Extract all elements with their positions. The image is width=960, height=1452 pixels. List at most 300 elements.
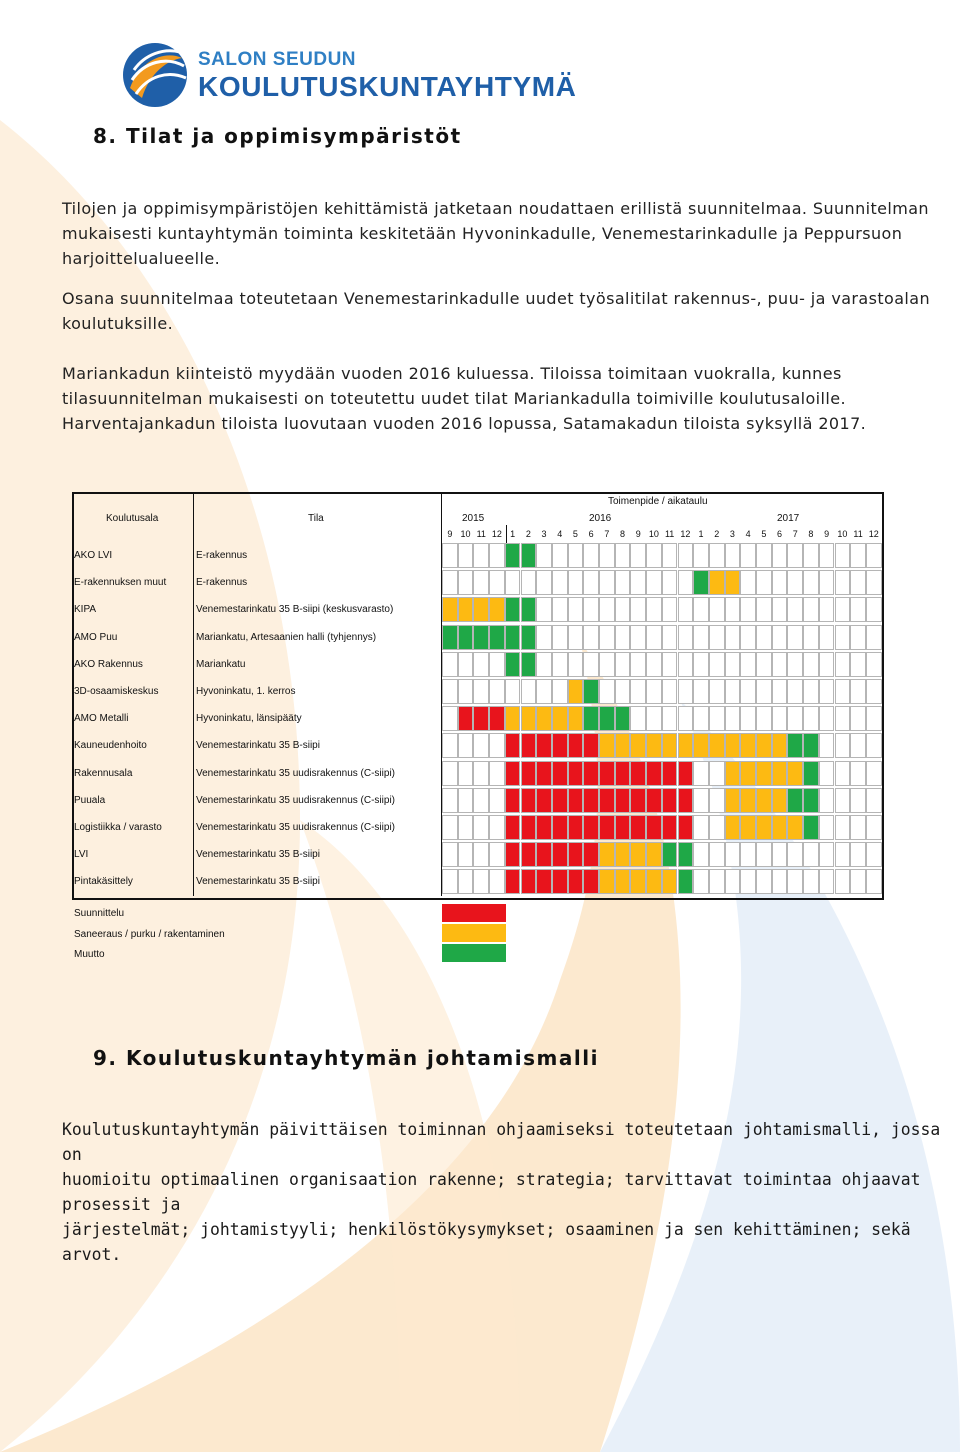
schedule-cell: [442, 543, 458, 568]
schedule-cell: [772, 679, 788, 704]
schedule-cell: [552, 543, 568, 568]
schedule-cell: [521, 625, 537, 650]
schedule-cell: [803, 842, 819, 867]
schedule-cell: [552, 733, 568, 758]
schedule-cell: [630, 706, 646, 731]
schedule-cell: [615, 543, 631, 568]
schedule-cell: [678, 815, 694, 840]
schedule-cell: [866, 761, 882, 786]
schedule-cell: [662, 869, 678, 894]
schedule-cell: [835, 625, 851, 650]
schedule-cell: [505, 706, 521, 731]
schedule-cell: [473, 597, 489, 622]
schedule-cell: [536, 570, 552, 595]
schedule-cell: [599, 543, 615, 568]
month-label: 2: [525, 529, 531, 539]
schedule-cell: [489, 733, 505, 758]
schedule-cell: [536, 869, 552, 894]
month-label: 9: [824, 529, 830, 539]
schedule-cell: [521, 706, 537, 731]
year-label: 2017: [777, 513, 800, 524]
row-koulutusala: AKO LVI: [74, 550, 113, 561]
schedule-cell: [756, 815, 772, 840]
schedule-cell: [662, 652, 678, 677]
schedule-cell: [740, 869, 756, 894]
schedule-cell: [803, 761, 819, 786]
section8-paragraph-2: [62, 286, 960, 336]
schedule-cell: [819, 625, 835, 650]
schedule-cell: [850, 570, 866, 595]
schedule-cell: [599, 733, 615, 758]
month-label: 9: [635, 529, 641, 539]
schedule-cell: [662, 733, 678, 758]
schedule-cell: [709, 842, 725, 867]
schedule-cell: [599, 652, 615, 677]
schedule-cell: [772, 842, 788, 867]
schedule-cell: [583, 869, 599, 894]
schedule-cell: [473, 761, 489, 786]
month-label: 7: [792, 529, 798, 539]
schedule-cell: [630, 679, 646, 704]
schedule-cell: [583, 706, 599, 731]
schedule-cell: [709, 815, 725, 840]
schedule-cell: [819, 733, 835, 758]
schedule-cell: [599, 761, 615, 786]
schedule-cell: [442, 679, 458, 704]
schedule-cell: [568, 842, 584, 867]
schedule-cell: [505, 543, 521, 568]
schedule-cell: [458, 842, 474, 867]
schedule-cell: [583, 597, 599, 622]
schedule-cell: [646, 761, 662, 786]
schedule-cell: [850, 597, 866, 622]
schedule-cell: [536, 788, 552, 813]
schedule-cell: [787, 733, 803, 758]
row-koulutusala: Kauneudenhoito: [74, 740, 147, 752]
schedule-cell: [787, 543, 803, 568]
schedule-cell: [505, 815, 521, 840]
schedule-cell: [458, 815, 474, 840]
schedule-cell: [536, 733, 552, 758]
schedule-cell: [662, 706, 678, 731]
schedule-cell: [819, 869, 835, 894]
schedule-cell: [850, 733, 866, 758]
schedule-cell: [693, 706, 709, 731]
schedule-cell: [599, 706, 615, 731]
schedule-cell: [489, 679, 505, 704]
schedule-cell: [709, 706, 725, 731]
schedule-cell: [615, 869, 631, 894]
schedule-cell: [489, 706, 505, 731]
schedule-cell: [473, 543, 489, 568]
schedule-cell: [615, 570, 631, 595]
schedule-cell: [725, 597, 741, 622]
row-tila: Hyvoninkatu, 1. kerros: [196, 686, 296, 697]
schedule-cell: [709, 733, 725, 758]
schedule-cell: [489, 625, 505, 650]
schedule-cell: [725, 679, 741, 704]
schedule-cell: [756, 706, 772, 731]
schedule-cell: [536, 597, 552, 622]
schedule-cell: [615, 788, 631, 813]
schedule-cell: [615, 652, 631, 677]
schedule-cell: [442, 597, 458, 622]
month-label: 4: [557, 529, 563, 539]
schedule-cell: [756, 570, 772, 595]
schedule-cell: [850, 869, 866, 894]
schedule-cell: [835, 652, 851, 677]
schedule-cell: [505, 869, 521, 894]
schedule-cell: [803, 625, 819, 650]
schedule-cell: [709, 570, 725, 595]
schedule-cell: [599, 625, 615, 650]
schedule-cell: [458, 570, 474, 595]
schedule-cell: [866, 597, 882, 622]
schedule-cell: [756, 679, 772, 704]
schedule-cell: [552, 706, 568, 731]
schedule-cell: [615, 815, 631, 840]
schedule-cell: [772, 625, 788, 650]
schedule-cell: [787, 761, 803, 786]
paragraph-line: huomioitu optimaalinen organisaation rakenne; strategia; tarvittavat toimintaa ohjaavat prosessit ja: [62, 1170, 921, 1214]
schedule-cell: [819, 815, 835, 840]
schedule-cell: [473, 625, 489, 650]
schedule-cell: [536, 652, 552, 677]
schedule-cell: [740, 815, 756, 840]
schedule-cell: [662, 842, 678, 867]
schedule-cell: [709, 679, 725, 704]
schedule-cell: [678, 733, 694, 758]
schedule-cell: [646, 815, 662, 840]
schedule-cell: [646, 733, 662, 758]
schedule-cell: [693, 869, 709, 894]
schedule-cell: [521, 788, 537, 813]
schedule-cell: [678, 842, 694, 867]
schedule-cell: [787, 652, 803, 677]
schedule-cell: [725, 869, 741, 894]
schedule-cell: [630, 597, 646, 622]
schedule-cell: [819, 788, 835, 813]
schedule-cell: [630, 869, 646, 894]
schedule-cell: [772, 788, 788, 813]
paragraph-line: harjoittelualueelle.: [62, 249, 221, 268]
schedule-cell: [709, 761, 725, 786]
schedule-cell: [725, 570, 741, 595]
schedule-cell: [866, 788, 882, 813]
schedule-cell: [740, 733, 756, 758]
schedule-cell: [536, 543, 552, 568]
month-label: 11: [853, 529, 863, 539]
schedule-cell: [835, 570, 851, 595]
schedule-cell: [583, 652, 599, 677]
schedule-cell: [630, 652, 646, 677]
schedule-cell: [756, 869, 772, 894]
schedule-cell: [835, 706, 851, 731]
schedule-cell: [740, 679, 756, 704]
month-label: 8: [620, 529, 626, 539]
schedule-cell: [725, 761, 741, 786]
schedule-cell: [630, 570, 646, 595]
section8-heading: 8. Tilat ja oppimisympäristöt: [93, 124, 462, 148]
schedule-cell: [536, 679, 552, 704]
paragraph-line: Harventajankadun tiloista luovutaan vuoden 2016 lopussa, Satamakadun tiloista syksyllä 2017.: [62, 414, 867, 433]
row-tila: Venemestarinkatu 35 B-siipi (keskusvarasto): [196, 604, 394, 616]
schedule-cell: [662, 788, 678, 813]
schedule-cell: [521, 761, 537, 786]
schedule-cell: [521, 597, 537, 622]
schedule-cell: [552, 788, 568, 813]
section9-paragraph: [62, 1117, 960, 1267]
schedule-cell: [646, 679, 662, 704]
schedule-cell: [599, 679, 615, 704]
month-label: 6: [777, 529, 783, 539]
schedule-cell: [458, 869, 474, 894]
row-koulutusala: KIPA: [74, 604, 97, 616]
schedule-cell: [583, 842, 599, 867]
schedule-cell: [599, 597, 615, 622]
schedule-cell: [756, 625, 772, 650]
paragraph-line: Osana suunnitelmaa toteutetaan Venemestarinkadulle uudet työsalitilat rakennus-, puu- ja varastoalan: [62, 289, 930, 308]
header-toimenpide: Toimenpide / aikataulu: [608, 496, 708, 507]
schedule-cell: [473, 652, 489, 677]
schedule-cell: [552, 679, 568, 704]
schedule-cell: [568, 788, 584, 813]
schedule-cell: [442, 815, 458, 840]
schedule-cell: [819, 652, 835, 677]
schedule-cell: [740, 652, 756, 677]
schedule-cell: [568, 625, 584, 650]
row-koulutusala: Pintakäsittely: [74, 876, 133, 888]
schedule-cell: [835, 733, 851, 758]
schedule-cell: [583, 788, 599, 813]
schedule-cell: [489, 842, 505, 867]
month-label: 1: [510, 529, 516, 539]
schedule-cell: [583, 679, 599, 704]
schedule-cell: [678, 869, 694, 894]
schedule-cell: [787, 869, 803, 894]
schedule-cell: [803, 869, 819, 894]
legend-swatch-saneeraus: [442, 924, 506, 942]
schedule-cell: [646, 625, 662, 650]
schedule-cell: [630, 625, 646, 650]
schedule-cell: [725, 543, 741, 568]
month-label: 11: [664, 529, 675, 539]
schedule-cell: [489, 761, 505, 786]
month-label: 12: [868, 529, 879, 539]
schedule-cell: [678, 761, 694, 786]
paragraph-line: tilasuunnitelman mukaisesti on toteutettu uudet tilat Mariankadulla toimiville koulutusaloille.: [62, 389, 846, 408]
schedule-cell: [850, 706, 866, 731]
schedule-cell: [866, 869, 882, 894]
month-label: 10: [648, 529, 659, 539]
schedule-cell: [693, 842, 709, 867]
schedule-cell: [693, 788, 709, 813]
schedule-cell: [835, 597, 851, 622]
schedule-cell: [866, 679, 882, 704]
schedule-cell: [850, 815, 866, 840]
schedule-cell: [678, 679, 694, 704]
row-tila: Venemestarinkatu 35 B-siipi: [196, 876, 320, 888]
schedule-cell: [442, 788, 458, 813]
schedule-cell: [850, 625, 866, 650]
schedule-cell: [772, 869, 788, 894]
schedule-cell: [536, 706, 552, 731]
schedule-cell: [646, 842, 662, 867]
schedule-cell: [835, 679, 851, 704]
schedule-cell: [740, 842, 756, 867]
schedule-cell: [678, 706, 694, 731]
schedule-cell: [819, 761, 835, 786]
row-tila: E-rakennus: [196, 577, 248, 589]
schedule-cell: [568, 652, 584, 677]
schedule-cell: [599, 815, 615, 840]
schedule-cell: [536, 815, 552, 840]
schedule-cell: [552, 597, 568, 622]
schedule-cell: [615, 761, 631, 786]
schedule-cell: [693, 733, 709, 758]
schedule-cell: [772, 597, 788, 622]
schedule-cell: [568, 869, 584, 894]
row-tila: E-rakennus: [196, 550, 248, 561]
schedule-cell: [458, 733, 474, 758]
schedule-cell: [458, 706, 474, 731]
schedule-cell: [521, 570, 537, 595]
schedule-cell: [678, 625, 694, 650]
month-label: 8: [808, 529, 814, 539]
schedule-cell: [866, 652, 882, 677]
month-label: 12: [680, 529, 691, 539]
schedule-cell: [866, 842, 882, 867]
schedule-cell: [473, 733, 489, 758]
schedule-cell: [568, 733, 584, 758]
schedule-cell: [787, 842, 803, 867]
schedule-cell: [646, 543, 662, 568]
legend-label-suunnittelu: Suunnittelu: [74, 908, 125, 919]
schedule-cell: [835, 869, 851, 894]
schedule-cell: [662, 815, 678, 840]
schedule-cell: [756, 733, 772, 758]
schedule-cell: [646, 570, 662, 595]
schedule-cell: [568, 761, 584, 786]
schedule-cell: [552, 842, 568, 867]
row-koulutusala: LVI: [74, 849, 89, 861]
paragraph-line: koulutuksille.: [62, 314, 174, 333]
month-label: 5: [572, 529, 578, 539]
schedule-cell: [568, 706, 584, 731]
schedule-cell: [835, 788, 851, 813]
schedule-cell: [505, 625, 521, 650]
schedule-cell: [835, 543, 851, 568]
schedule-cell: [489, 815, 505, 840]
schedule-cell: [693, 761, 709, 786]
schedule-cell: [630, 788, 646, 813]
schedule-cell: [866, 733, 882, 758]
schedule-cell: [662, 597, 678, 622]
schedule-cell: [693, 570, 709, 595]
schedule-cell: [662, 570, 678, 595]
schedule-cell: [787, 625, 803, 650]
schedule-cell: [709, 543, 725, 568]
schedule-cell: [693, 679, 709, 704]
schedule-cell: [505, 733, 521, 758]
schedule-cell: [725, 788, 741, 813]
schedule-cell: [505, 788, 521, 813]
schedule-cell: [599, 788, 615, 813]
month-label: 4: [745, 529, 751, 539]
schedule-cell: [536, 625, 552, 650]
schedule-cell: [536, 761, 552, 786]
month-label: 5: [761, 529, 767, 539]
schedule-cell: [473, 706, 489, 731]
row-tila: Venemestarinkatu 35 B-siipi: [196, 740, 320, 752]
schedule-cell: [583, 625, 599, 650]
schedule-cell: [458, 543, 474, 568]
month-label: 11: [476, 529, 486, 539]
schedule-cell: [693, 625, 709, 650]
paragraph-line: mukaisesti kuntayhtymän toiminta keskitetään Hyvoninkadulle, Venemestarinkadulle ja Peppursuon: [62, 224, 903, 243]
schedule-cell: [866, 543, 882, 568]
logo-line1: SALON SEUDUN: [198, 49, 357, 70]
month-label: 2: [714, 529, 720, 539]
row-koulutusala: AKO Rakennus: [74, 658, 143, 670]
schedule-cell: [693, 652, 709, 677]
schedule-cell: [442, 652, 458, 677]
schedule-cell: [442, 625, 458, 650]
month-label: 10: [837, 529, 848, 539]
schedule-cell: [819, 597, 835, 622]
schedule-cell: [583, 733, 599, 758]
schedule-cell: [772, 733, 788, 758]
schedule-cell: [552, 570, 568, 595]
schedule-cell: [725, 733, 741, 758]
schedule-cell: [442, 842, 458, 867]
schedule-cell: [756, 842, 772, 867]
schedule-cell: [489, 570, 505, 595]
schedule-cell: [458, 625, 474, 650]
schedule-cell: [615, 706, 631, 731]
schedule-cell: [505, 761, 521, 786]
row-tila: Mariankatu, Artesaanien halli (tyhjennys): [196, 631, 377, 643]
schedule-cell: [850, 842, 866, 867]
schedule-cell: [787, 815, 803, 840]
row-koulutusala: Rakennusala: [74, 767, 133, 779]
schedule-cell: [756, 543, 772, 568]
paragraph-line: Tilojen ja oppimisympäristöjen kehittämistä jatketaan noudattaen erillistä suunnitelmaa. Suunnitelman: [62, 199, 929, 218]
schedule-cell: [850, 652, 866, 677]
schedule-cell: [803, 815, 819, 840]
schedule-cell: [678, 543, 694, 568]
section8-paragraph-3: [62, 361, 960, 436]
row-tila: Venemestarinkatu 35 uudisrakennus (C-siipi): [196, 767, 395, 779]
schedule-cell: [772, 652, 788, 677]
schedule-cell: [505, 842, 521, 867]
row-koulutusala: Logistiikka / varasto: [74, 822, 162, 833]
schedule-cell: [835, 761, 851, 786]
schedule-cell: [787, 597, 803, 622]
schedule-cell: [521, 733, 537, 758]
schedule-cell: [505, 679, 521, 704]
schedule-cell: [756, 652, 772, 677]
schedule-cell: [536, 842, 552, 867]
row-tila: Venemestarinkatu 35 B-siipi: [196, 849, 320, 861]
schedule-cell: [709, 652, 725, 677]
schedule-cell: [678, 788, 694, 813]
schedule-cell: [725, 625, 741, 650]
schedule-cell: [835, 842, 851, 867]
month-label: 3: [541, 529, 547, 539]
schedule-cell: [552, 625, 568, 650]
schedule-cell: [740, 788, 756, 813]
